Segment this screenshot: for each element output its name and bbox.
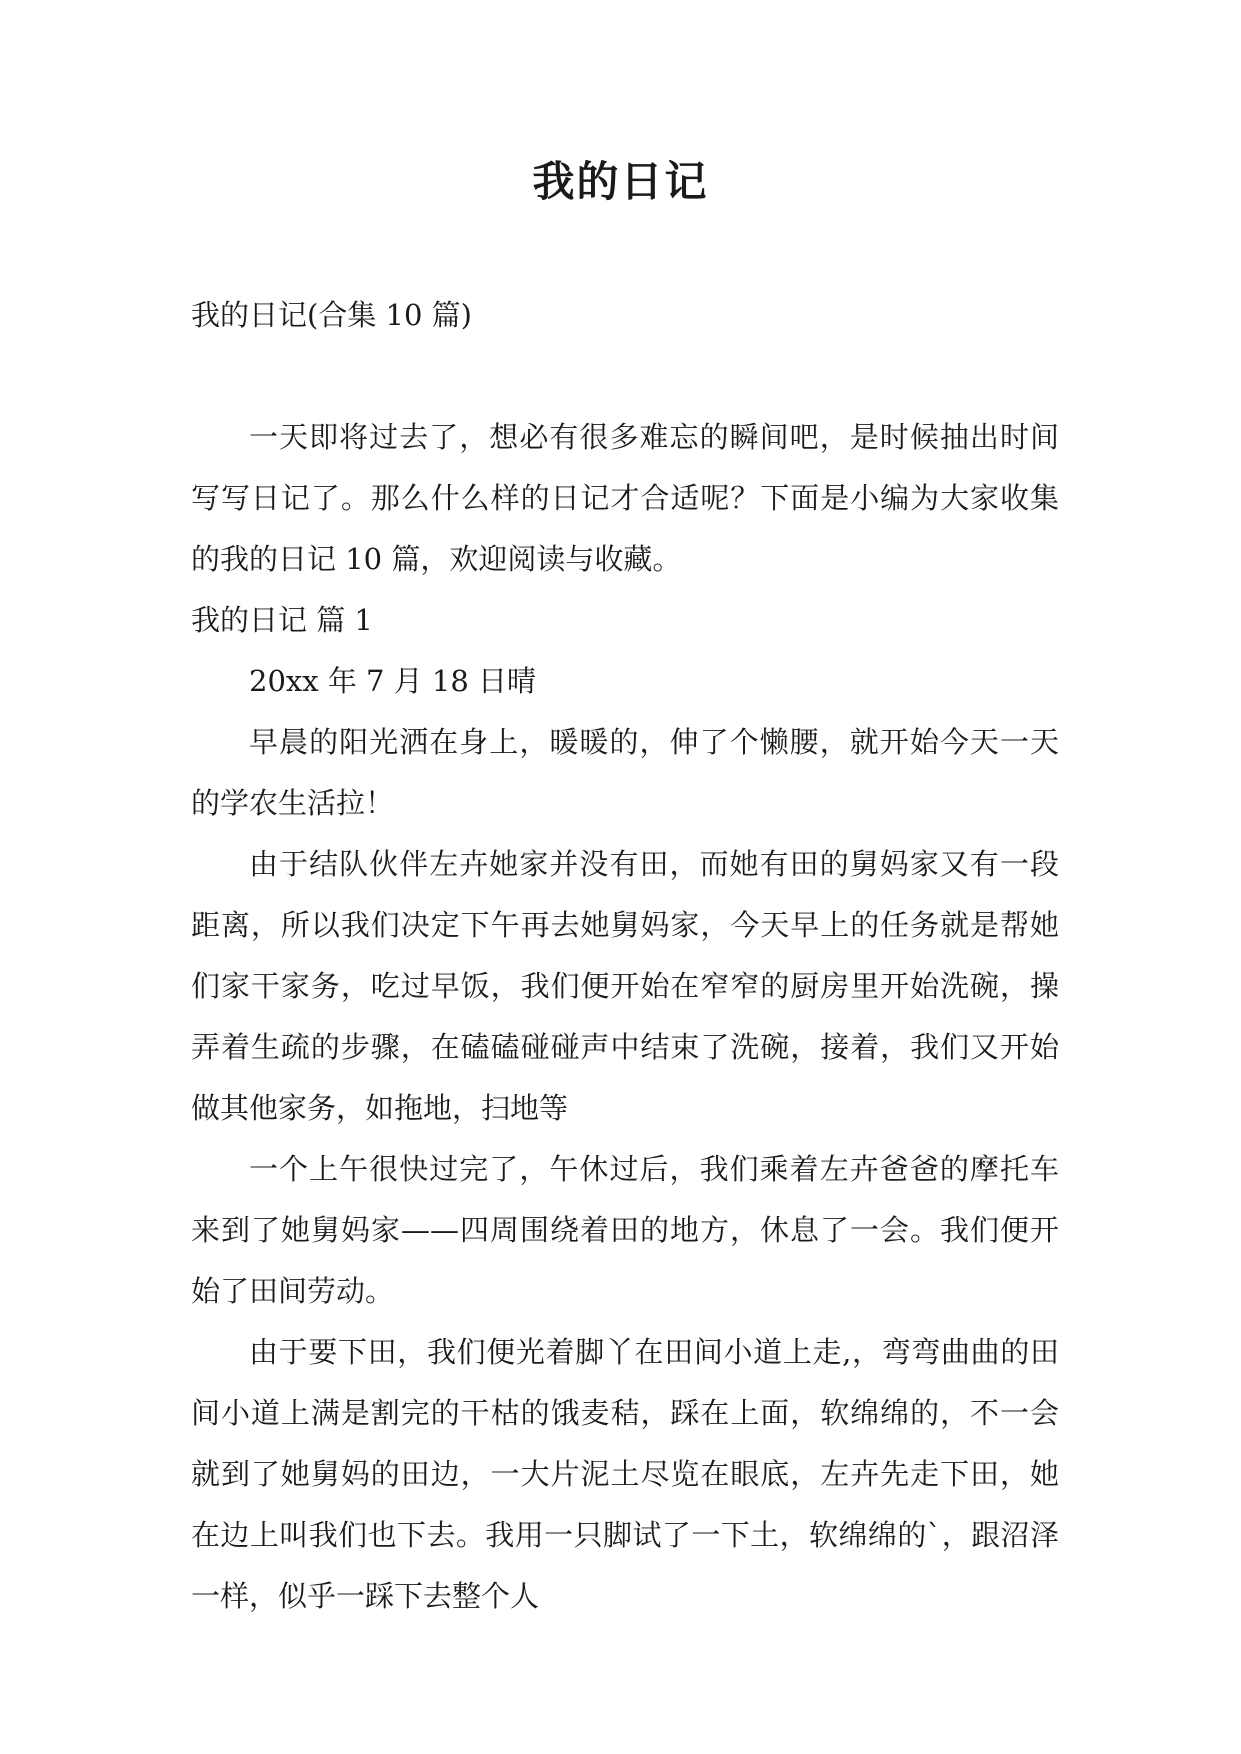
document-subtitle: 我的日记(合集 10 篇): [191, 298, 472, 332]
paragraph: 由于结队伙伴左卉她家并没有田，而她有田的舅妈家又有一段距离，所以我们决定下午再去她舅妈家，今天早上的任务就是帮她们家干家务，吃过早饭，我们便开始在窄窄的厨房里开始洗碗，操弄着生疏的步骤，在磕磕碰碰声中结束了洗碗，接着，我们又开始做其他家务，如拖地，扫地等: [191, 847, 1059, 1125]
paragraph: 早晨的阳光洒在身上，暖暖的，伸了个懒腰，就开始今天一天的学农生活拉！: [191, 725, 1059, 820]
paragraph: 一个上午很快过完了，午休过后，我们乘着左卉爸爸的摩托车来到了她舅妈家——四周围绕着田的地方，休息了一会。我们便开始了田间劳动。: [191, 1152, 1059, 1308]
paragraph: 我的日记 篇 1: [191, 603, 373, 637]
document-title: 我的日记: [532, 157, 709, 206]
paragraph: 一天即将过去了，想必有很多难忘的瞬间吧，是时候抽出时间写写日记了。那么什么样的日记才合适呢？下面是小编为大家收集的我的日记 10 篇，欢迎阅读与收藏。: [191, 420, 1059, 576]
paragraph: 20xx 年 7 月 18 日晴: [249, 664, 537, 698]
paragraph: 由于要下田，我们便光着脚丫在田间小道上走,，弯弯曲曲的田间小道上满是割完的干枯的饿麦秸，踩在上面，软绵绵的，不一会就到了她舅妈的田边，一大片泥土尽览在眼底，左卉先走下田，她在边上叫我们也下去。我用一只脚试了一下土，软绵绵的`，跟沼泽一样，似乎一踩下去整个人: [191, 1335, 1059, 1613]
document-body: [191, 407, 1059, 1627]
